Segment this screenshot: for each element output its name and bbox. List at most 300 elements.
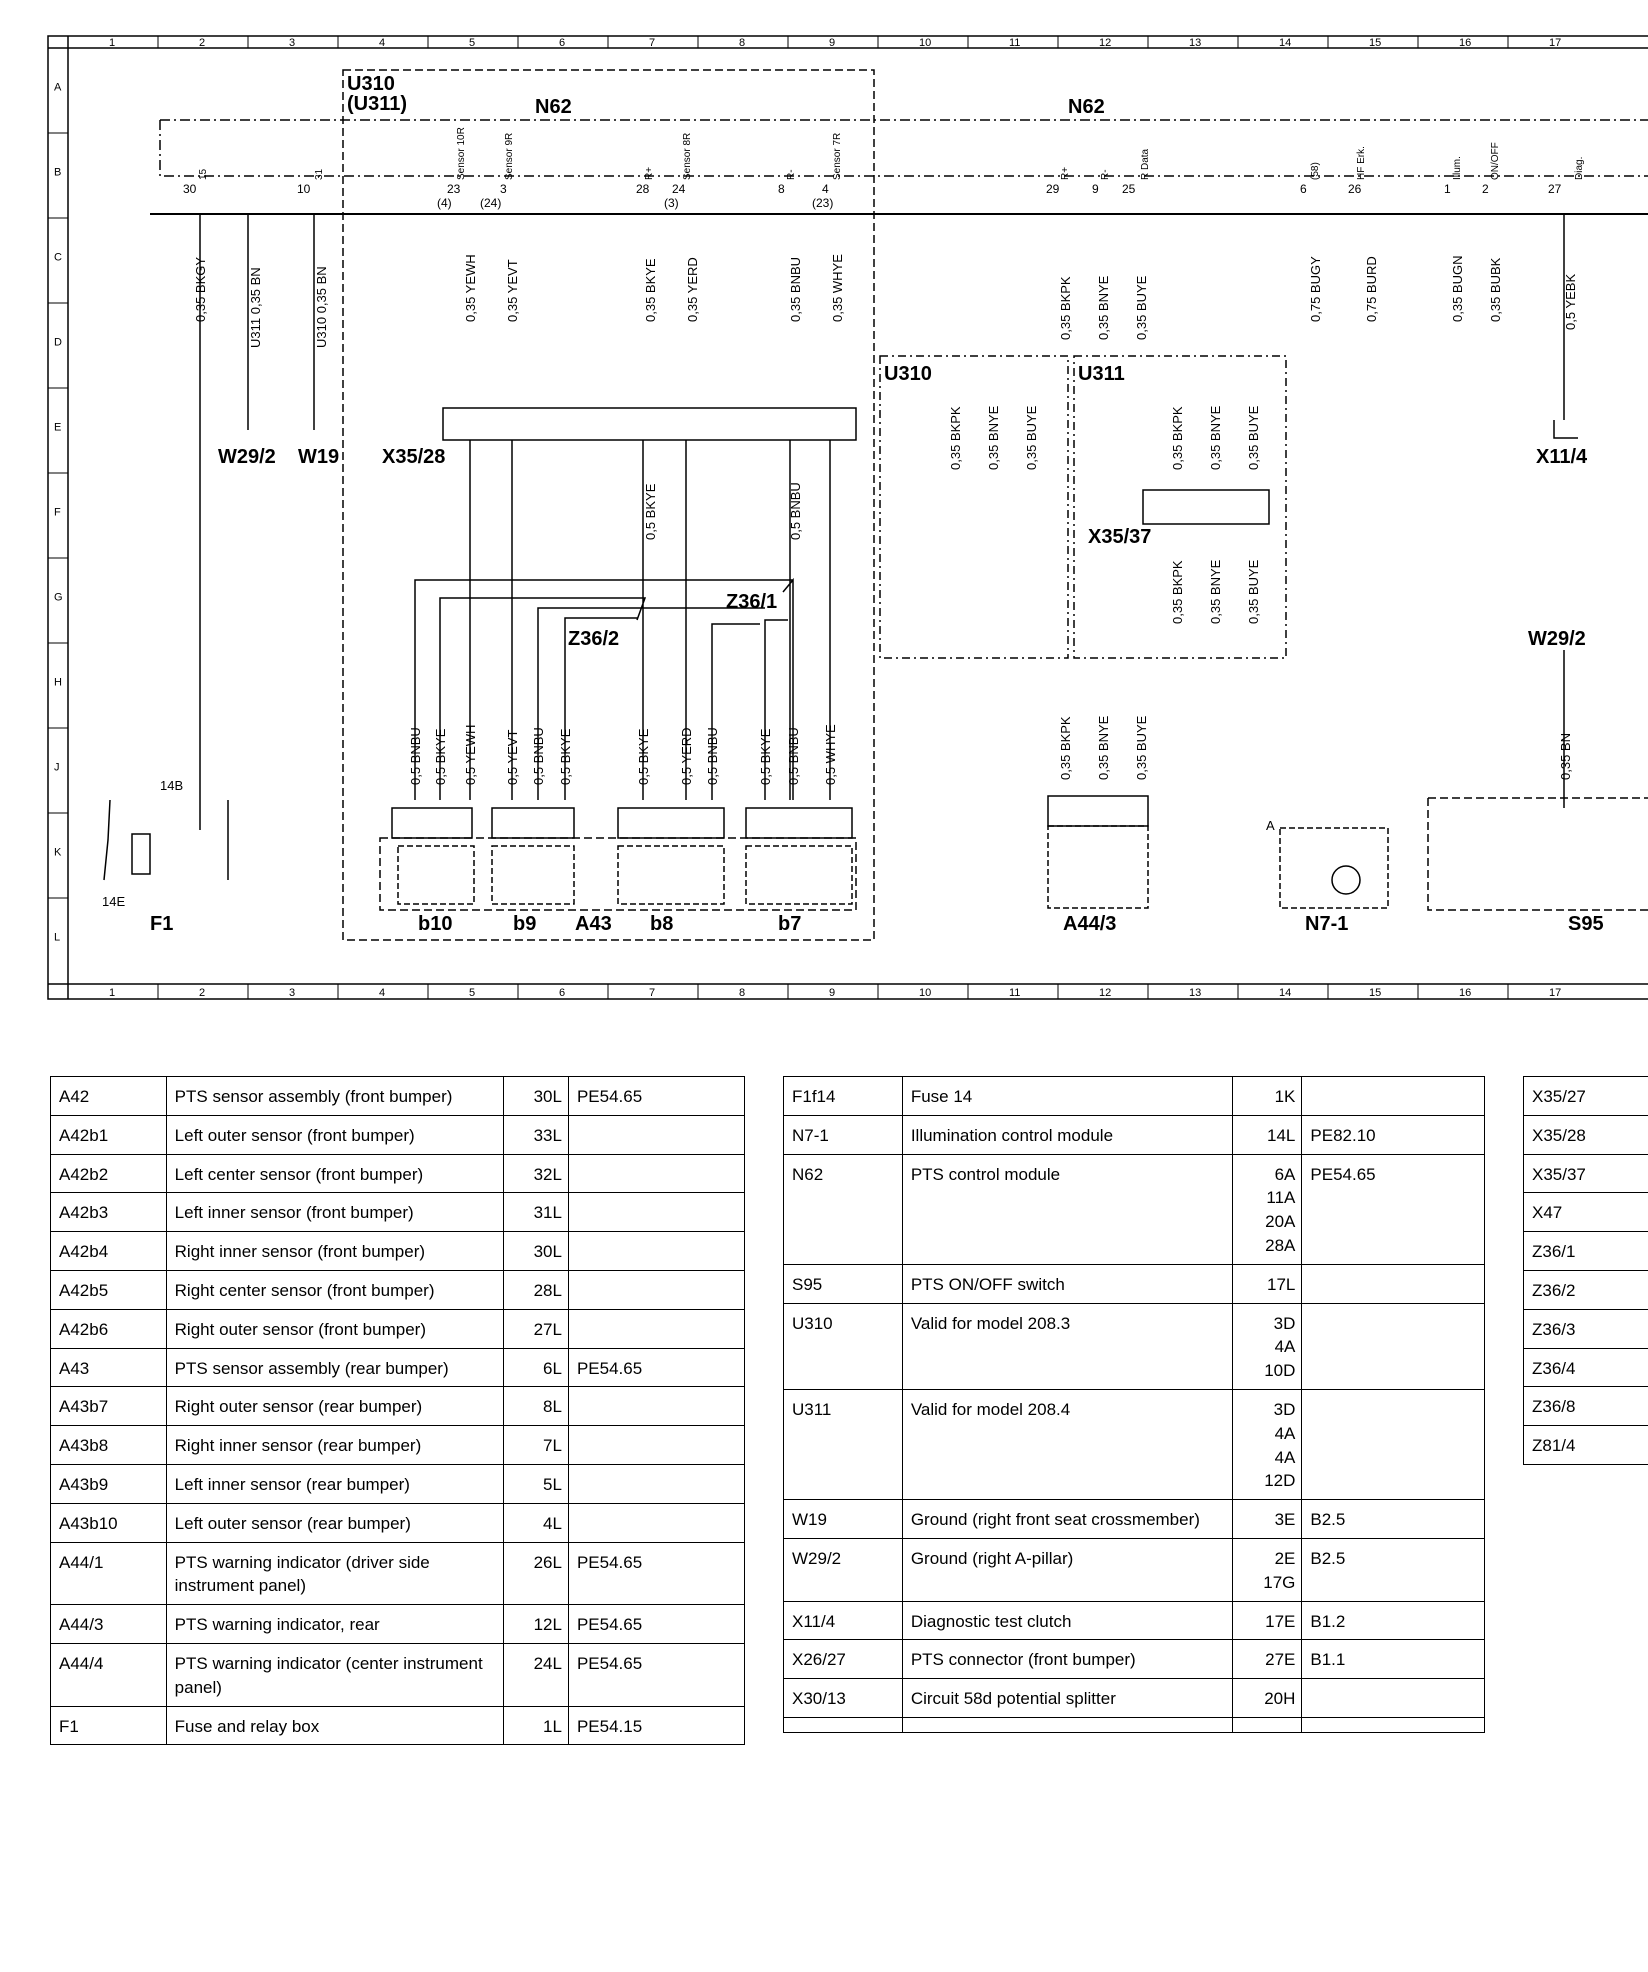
legend-location: 1L [503, 1706, 568, 1745]
x11-4-label: X11/4 [1536, 446, 1588, 468]
legend-description: Valid for model 208.4 [902, 1389, 1232, 1499]
legend-description: PTS sensor assembly (front bumper) [166, 1077, 503, 1116]
wire-s-bkye-3: 0,5 BKYE [636, 728, 651, 785]
wire-bn-035: 0,35 BN [1558, 733, 1573, 780]
legend-reference [1302, 1077, 1485, 1116]
legend-location: 24L [503, 1643, 568, 1706]
n62-pin-number: 3 [500, 182, 507, 196]
wire-yebk: 0,5 YEBK [1563, 273, 1578, 330]
n62-alt-pin-number: (24) [480, 196, 502, 210]
legend-description: Left center sensor (front bumper) [166, 1154, 503, 1193]
wire-u311-bkpk: 0,35 BKPK [1170, 406, 1185, 470]
grid-column-label: 4 [379, 37, 386, 49]
legend-location: 6A 11A 20A 28A [1232, 1154, 1301, 1264]
legend-location: 30L [503, 1077, 568, 1116]
n62-pin-signal: Sensor 8R [682, 132, 693, 180]
legend-reference [1302, 1264, 1485, 1303]
n62-pin-number: 9 [1092, 182, 1099, 196]
legend-reference: PE54.65 [568, 1077, 744, 1116]
legend-code: X35/28 [1524, 1115, 1648, 1154]
legend-reference: PE82.10 [1302, 1115, 1485, 1154]
legend-description: PTS warning indicator, rear [166, 1605, 503, 1644]
grid-column-label: 14 [1279, 37, 1292, 49]
wire-u311-bnye: 0,35 BNYE [1208, 405, 1223, 470]
grid-column-label: 14 [1279, 987, 1292, 999]
legend-description: Left outer sensor (rear bumper) [166, 1503, 503, 1542]
wire-yevt: 0,35 YEVT [505, 259, 520, 322]
grid-column-label: 17 [1549, 37, 1562, 49]
legend-location: 2E 17G [1232, 1538, 1301, 1601]
z36-2-label: Z36/2 [568, 628, 620, 650]
legend-location: 14L [1232, 1115, 1301, 1154]
legend-code: W19 [784, 1500, 903, 1539]
legend-reference: PE54.65 [568, 1605, 744, 1644]
legend-code: U311 [784, 1389, 903, 1499]
grid-row-label: J [54, 761, 60, 774]
legend-row [51, 1542, 745, 1605]
legend-description: Circuit 58d potential splitter [902, 1679, 1232, 1718]
wire-s-bnbu-2: 0,5 BNBU [531, 727, 546, 785]
legend-row [1524, 1193, 1648, 1232]
n7-1-a-label: A [1266, 818, 1275, 833]
wire-s-bnbu-4: 0,5 BNBU [786, 727, 801, 785]
grid-column-label: 11 [1009, 37, 1021, 49]
legend-description: Right center sensor (front bumper) [166, 1270, 503, 1309]
grid-column-label: 11 [1009, 987, 1021, 999]
n62-pin-number: 24 [672, 182, 686, 196]
legend-location: 5L [503, 1464, 568, 1503]
b9-label: b9 [513, 913, 537, 935]
wire-s-bnbu-3: 0,5 BNBU [705, 727, 720, 785]
legend-reference: PE54.15 [568, 1706, 744, 1745]
legend-code: X30/13 [784, 1679, 903, 1718]
grid-column-label: 16 [1459, 37, 1472, 49]
legend-location: 27E [1232, 1640, 1301, 1679]
wire-s-bkye-4: 0,5 BKYE [758, 728, 773, 785]
wire-s-bnbu-1: 0,5 BNBU [408, 727, 423, 785]
legend-description [902, 1717, 1232, 1732]
legend-row [784, 1077, 1485, 1116]
grid-column-label: 6 [559, 987, 566, 999]
legend-location: 12L [503, 1605, 568, 1644]
legend-code: A43b8 [51, 1426, 167, 1465]
wire-u311-bn: U311 0,35 BN [248, 267, 263, 348]
grid-column-label: 5 [469, 37, 476, 49]
legend-code: Z36/8 [1524, 1387, 1648, 1426]
grid-column-label: 9 [829, 987, 836, 999]
legend-row [784, 1601, 1485, 1640]
legend-location: 3D 4A 10D [1232, 1303, 1301, 1389]
legend-location: 1K [1232, 1077, 1301, 1116]
grid-row-label: F [54, 506, 61, 519]
n62-pin-number: 30 [183, 182, 197, 196]
legend-row [784, 1500, 1485, 1539]
legend-code: A44/4 [51, 1643, 167, 1706]
legend-description: Right inner sensor (rear bumper) [166, 1426, 503, 1465]
x35-28-label: X35/28 [382, 446, 446, 468]
grid-column-label: 2 [199, 987, 206, 999]
legend-description: Left inner sensor (front bumper) [166, 1193, 503, 1232]
legend-table-1 [50, 1076, 745, 1745]
legend-code: Z81/4 [1524, 1426, 1648, 1465]
legend-reference [568, 1503, 744, 1542]
b8-label: b8 [650, 913, 674, 935]
legend-row [51, 1387, 745, 1426]
u310-box-label: U310 [884, 363, 932, 385]
wire-s-yevt: 0,5 YEVT [505, 729, 520, 785]
legend-description: Ground (right front seat crossmember) [902, 1500, 1232, 1539]
grid-row-label: D [54, 336, 62, 349]
legend-reference [568, 1270, 744, 1309]
grid-column-label: 7 [649, 37, 656, 49]
legend-reference [1302, 1303, 1485, 1389]
legend-code: N62 [784, 1154, 903, 1264]
legend-reference [568, 1464, 744, 1503]
legend-code: A42b2 [51, 1154, 167, 1193]
legend-description: Left outer sensor (front bumper) [166, 1115, 503, 1154]
wire-bugn: 0,35 BUGN [1450, 255, 1465, 322]
legend-reference [1302, 1679, 1485, 1718]
u310-label: U310 [347, 73, 395, 95]
grid-column-label: 16 [1459, 987, 1472, 999]
grid-column-label: 4 [379, 987, 386, 999]
legend-code: A42b3 [51, 1193, 167, 1232]
wire-bkpk: 0,35 BKPK [1058, 276, 1073, 340]
wire-s-whye: 0,5 WHYE [823, 724, 838, 785]
n62-pin-signal: R Data [1140, 148, 1151, 180]
n62-pin-signal: R- [1100, 169, 1111, 180]
legend-code: F1f14 [784, 1077, 903, 1116]
wire-s-bkye-2: 0,5 BKYE [558, 728, 573, 785]
u311-label: (U311) [347, 93, 408, 115]
legend-code: U310 [784, 1303, 903, 1389]
wire-u310-bnye: 0,35 BNYE [986, 405, 1001, 470]
wire-a44-buye: 0,35 BUYE [1134, 715, 1149, 780]
legend-row [51, 1706, 745, 1745]
grid-column-label: 12 [1099, 987, 1112, 999]
legend-location: 20H [1232, 1679, 1301, 1718]
n62-pin-signal: R+ [1060, 166, 1071, 180]
legend-row [51, 1077, 745, 1116]
legend-row [51, 1464, 745, 1503]
grid-column-label: 6 [559, 37, 566, 49]
legend-location: 27L [503, 1309, 568, 1348]
grid-column-label: 1 [109, 987, 116, 999]
n7-1-label: N7-1 [1305, 913, 1349, 935]
n62-pin-number: 4 [822, 182, 829, 196]
grid-row-label: K [54, 846, 62, 859]
legend-code: A42b4 [51, 1232, 167, 1271]
legend-description: PTS connector (front bumper) [902, 1640, 1232, 1679]
legend-location: 26L [503, 1542, 568, 1605]
wire-x35-37-buye: 0,35 BUYE [1246, 559, 1261, 624]
n62-pin-signal: Diag. [1574, 156, 1585, 180]
f1-14e-label: 14E [102, 894, 126, 909]
grid-column-label: 1 [109, 37, 116, 49]
wire-x35-37-bkpk: 0,35 BKPK [1170, 560, 1185, 624]
wire-a44-bnye: 0,35 BNYE [1096, 715, 1111, 780]
grid-row-label: L [54, 931, 61, 944]
wire-buye: 0,35 BUYE [1134, 275, 1149, 340]
legend-description: Right outer sensor (rear bumper) [166, 1387, 503, 1426]
legend-code: W29/2 [784, 1538, 903, 1601]
legend-reference [568, 1232, 744, 1271]
legend-row [784, 1538, 1485, 1601]
grid-column-label: 2 [199, 37, 206, 49]
wire-s-bkye-1: 0,5 BKYE [433, 728, 448, 785]
legend-description: Valid for model 208.3 [902, 1303, 1232, 1389]
legend-code: X47 [1524, 1193, 1648, 1232]
legend-row [1524, 1270, 1648, 1309]
wire-u310-buye: 0,35 BUYE [1024, 405, 1039, 470]
legend-row [51, 1348, 745, 1387]
n62-label-right: N62 [1068, 96, 1105, 118]
n62-pin-signal: ON/OFF [1490, 142, 1501, 180]
legend-code: N7-1 [784, 1115, 903, 1154]
legend-description: Fuse and relay box [166, 1706, 503, 1745]
w29-2-right-label: W29/2 [1528, 628, 1586, 650]
legend-reference [568, 1387, 744, 1426]
legend-description: PTS control module [902, 1154, 1232, 1264]
legend-row [51, 1232, 745, 1271]
n62-pin-signal: R+ [644, 166, 655, 180]
legend-location: 28L [503, 1270, 568, 1309]
legend-code: Z36/1 [1524, 1232, 1648, 1271]
wire-bnbu-05: 0,5 BNBU [788, 482, 803, 540]
grid-row-label: A [54, 81, 62, 94]
legend-row [1524, 1309, 1648, 1348]
legend-location: 31L [503, 1193, 568, 1232]
legend-code: A44/1 [51, 1542, 167, 1605]
legend-location: 32L [503, 1154, 568, 1193]
legend-code: A43 [51, 1348, 167, 1387]
n62-alt-pin-number: (4) [437, 196, 452, 210]
legend-table-3 [1523, 1076, 1648, 1465]
legend-code: A43b9 [51, 1464, 167, 1503]
wire-bkye-05: 0,5 BKYE [643, 483, 658, 540]
legend-row [784, 1679, 1485, 1718]
grid-column-label: 10 [919, 987, 932, 999]
n62-label-left: N62 [535, 96, 572, 118]
legend-location: 7L [503, 1426, 568, 1465]
legend-code: A44/3 [51, 1605, 167, 1644]
n62-pin-signal: HF Erk. [1356, 146, 1367, 180]
w29-2-label: W29/2 [218, 446, 276, 468]
grid-column-label: 5 [469, 987, 476, 999]
legend-description: Diagnostic test clutch [902, 1601, 1232, 1640]
legend-code: A42 [51, 1077, 167, 1116]
legend-reference: PE54.65 [568, 1348, 744, 1387]
n62-pin-number: 23 [447, 182, 461, 196]
grid-column-label: 17 [1549, 987, 1562, 999]
grid-row-label: H [54, 676, 62, 689]
s95-label: S95 [1568, 913, 1604, 935]
f1-14b-label: 14B [160, 778, 184, 793]
legend-description: Right inner sensor (front bumper) [166, 1232, 503, 1271]
z36-1-label: Z36/1 [726, 591, 778, 613]
n62-pin-number: 10 [297, 182, 311, 196]
n62-pin-signal: Sensor 7R [832, 132, 843, 180]
legend-code: X11/4 [784, 1601, 903, 1640]
b7-label: b7 [778, 913, 802, 935]
grid-row-label: G [54, 591, 63, 604]
legend-row [1524, 1154, 1648, 1193]
legend-location: 17L [1232, 1264, 1301, 1303]
legend-description: Right outer sensor (front bumper) [166, 1309, 503, 1348]
legend-code: A42b1 [51, 1115, 167, 1154]
legend-row [1524, 1348, 1648, 1387]
legend-code: Z36/2 [1524, 1270, 1648, 1309]
a43-label: A43 [575, 913, 612, 935]
legend-description: PTS ON/OFF switch [902, 1264, 1232, 1303]
wire-u310-bkpk: 0,35 BKPK [948, 406, 963, 470]
legend-row [784, 1303, 1485, 1389]
grid-column-label: 3 [289, 37, 296, 49]
legend-reference: B1.2 [1302, 1601, 1485, 1640]
grid-row-label: E [54, 421, 62, 434]
grid-column-label: 9 [829, 37, 836, 49]
legend-reference: PE54.65 [1302, 1154, 1485, 1264]
n62-pin-signal: (58) [1310, 162, 1321, 180]
wire-bnbu: 0,35 BNBU [788, 256, 803, 322]
legend-row [784, 1717, 1485, 1732]
legend-location: 33L [503, 1115, 568, 1154]
legend-reference: PE54.65 [568, 1643, 744, 1706]
grid-row-label: B [54, 166, 62, 179]
legend-description: Ground (right A-pillar) [902, 1538, 1232, 1601]
wire-bubk: 0,35 BUBK [1488, 257, 1503, 322]
legend-row [1524, 1077, 1648, 1116]
grid-column-label: 15 [1369, 37, 1382, 49]
legend-row [1524, 1115, 1648, 1154]
n62-pin-signal: R- [786, 169, 797, 180]
grid-column-label: 13 [1189, 987, 1202, 999]
legend-table-2 [783, 1076, 1485, 1733]
legend-row [51, 1503, 745, 1542]
grid-column-label: 10 [919, 37, 932, 49]
n62-pin-number: 29 [1046, 182, 1060, 196]
wire-bkgy: 0,35 BKGY [193, 256, 208, 322]
grid-column-label: 3 [289, 987, 296, 999]
grid-column-label: 7 [649, 987, 656, 999]
n62-pin-number: 25 [1122, 182, 1136, 196]
legend-description: PTS sensor assembly (rear bumper) [166, 1348, 503, 1387]
legend-code: Z36/3 [1524, 1309, 1648, 1348]
wire-bkye: 0,35 BKYE [643, 258, 658, 322]
legend-row [1524, 1426, 1648, 1465]
wire-yerd: 0,35 YERD [685, 257, 700, 322]
legend-reference: PE54.65 [568, 1542, 744, 1605]
legend-reference [568, 1309, 744, 1348]
legend-reference [568, 1426, 744, 1465]
grid-row-label: C [54, 251, 62, 264]
legend-code: X35/37 [1524, 1154, 1648, 1193]
n62-pin-number: 28 [636, 182, 650, 196]
legend-reference: B1.1 [1302, 1640, 1485, 1679]
n62-pin-signal: Sensor 9R [504, 132, 515, 180]
legend-row [51, 1309, 745, 1348]
wire-s-yewh: 0,5 YEWH [463, 724, 478, 785]
legend-row [51, 1270, 745, 1309]
n62-pin-number: 8 [778, 182, 785, 196]
legend-reference [568, 1154, 744, 1193]
legend-row [51, 1643, 745, 1706]
legend-reference [1302, 1389, 1485, 1499]
legend-row [51, 1115, 745, 1154]
legend-description: Left inner sensor (rear bumper) [166, 1464, 503, 1503]
legend-reference [568, 1115, 744, 1154]
legend-location: 3E [1232, 1500, 1301, 1539]
legend-row [51, 1154, 745, 1193]
legend-location [1232, 1717, 1301, 1732]
legend-row [784, 1640, 1485, 1679]
legend-location: 4L [503, 1503, 568, 1542]
b10-label: b10 [418, 913, 453, 935]
a44-3-label: A44/3 [1063, 913, 1117, 935]
legend-row [1524, 1387, 1648, 1426]
f1-label: F1 [150, 913, 174, 935]
grid-column-label: 12 [1099, 37, 1112, 49]
legend-reference [1302, 1717, 1485, 1732]
wire-bugy: 0,75 BUGY [1308, 256, 1323, 322]
legend-code: Z36/4 [1524, 1348, 1648, 1387]
legend-code: A43b7 [51, 1387, 167, 1426]
n62-pin-signal: 15 [198, 168, 209, 180]
legend-description: Illumination control module [902, 1115, 1232, 1154]
wire-a44-bkpk: 0,35 BKPK [1058, 716, 1073, 780]
wire-whye: 0,35 WHYE [830, 254, 845, 322]
legend-row [784, 1115, 1485, 1154]
legend-code: A43b10 [51, 1503, 167, 1542]
n62-pin-signal: Sensor 10R [456, 127, 467, 180]
legend-row [51, 1426, 745, 1465]
wire-x35-37-bnye: 0,35 BNYE [1208, 559, 1223, 624]
w19-label: W19 [298, 446, 340, 468]
legend-code: S95 [784, 1264, 903, 1303]
wire-burd: 0,75 BURD [1364, 256, 1379, 322]
legend-row [784, 1154, 1485, 1264]
n62-pin-number: 6 [1300, 182, 1307, 196]
legend-location: 17E [1232, 1601, 1301, 1640]
legend-code: X26/27 [784, 1640, 903, 1679]
legend-row [784, 1264, 1485, 1303]
n62-pin-signal: 31 [314, 168, 325, 180]
legend-code: A42b5 [51, 1270, 167, 1309]
n62-alt-pin-number: (23) [812, 196, 834, 210]
grid-column-label: 8 [739, 37, 746, 49]
wire-bnye: 0,35 BNYE [1096, 275, 1111, 340]
legend-location: 6L [503, 1348, 568, 1387]
n62-alt-pin-number: (3) [664, 196, 679, 210]
grid-column-label: 15 [1369, 987, 1382, 999]
n62-pin-number: 27 [1548, 182, 1562, 196]
wire-s-yerd: 0,5 YERD [679, 727, 694, 785]
u311-box-label: U311 [1078, 363, 1125, 385]
legend-reference: B2.5 [1302, 1500, 1485, 1539]
legend-reference: B2.5 [1302, 1538, 1485, 1601]
legend-row [1524, 1232, 1648, 1271]
legend-description: PTS warning indicator (driver side instrument panel) [166, 1542, 503, 1605]
wire-u311-buye: 0,35 BUYE [1246, 405, 1261, 470]
legend-location: 8L [503, 1387, 568, 1426]
legend-location: 3D 4A 4A 12D [1232, 1389, 1301, 1499]
legend-row [784, 1389, 1485, 1499]
x35-37-label: X35/37 [1088, 526, 1152, 548]
n62-pin-signal: Illum. [1452, 156, 1463, 180]
legend-location: 30L [503, 1232, 568, 1271]
grid-column-label: 13 [1189, 37, 1202, 49]
wire-yewh: 0,35 YEWH [463, 254, 478, 322]
